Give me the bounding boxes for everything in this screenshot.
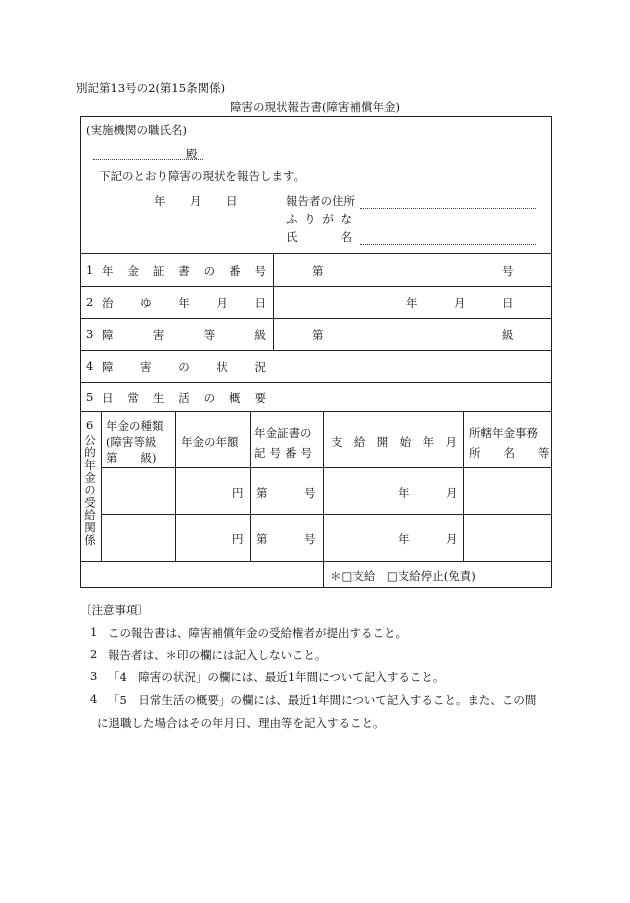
- row-b-year: 年: [398, 532, 410, 546]
- row1-label: 年 金 証 書 の 番 号: [102, 264, 266, 278]
- form-frame: [80, 116, 552, 588]
- row2-number: 2: [86, 295, 94, 309]
- row-b-yen: 円: [232, 532, 244, 546]
- addressee-suffix: 殿: [186, 147, 198, 161]
- header-pension-type: 年金の種類 (障害等級 第 級): [106, 419, 164, 465]
- row5-number: 5: [86, 390, 94, 404]
- row1-dai: 第: [312, 264, 324, 278]
- note-2-number: 2: [90, 647, 98, 661]
- date-day: 日: [226, 194, 238, 208]
- row3-number: 3: [86, 327, 94, 341]
- note-4-continuation: に退職した場合はその年月日、理由等を記入すること。: [97, 716, 385, 730]
- date-month: 月: [190, 194, 202, 208]
- header-cert-number: 年金証書の 記号番号: [254, 426, 316, 460]
- header-pension-amount: 年金の年額: [181, 435, 239, 449]
- header-payment-start: 支 給 開 始 年 月: [331, 435, 457, 449]
- row-b-dai: 第: [256, 532, 268, 546]
- note-2-text: 報告者は、＊印の欄には記入しないこと。: [108, 648, 327, 662]
- row1-number: 1: [86, 263, 94, 277]
- name-label: 氏 名: [286, 230, 352, 244]
- row5-label: 日 常 生 活 の 概 要: [102, 391, 266, 405]
- note-3-number: 3: [90, 669, 98, 683]
- row-a-month: 月: [446, 486, 458, 500]
- reporter-address-line[interactable]: [360, 208, 536, 209]
- date-year: 年: [154, 194, 166, 208]
- furigana-label: ふ り が な: [286, 212, 352, 226]
- row4-label: 障 害 の 状 況: [102, 360, 266, 374]
- row-a-year: 年: [398, 486, 410, 500]
- row-b-month: 月: [446, 532, 458, 546]
- row2-year: 年: [406, 296, 418, 310]
- row-a-dai: 第: [256, 486, 268, 500]
- note-3-text: 「4 障害の状況」の欄には、最近1年間について記入すること。: [108, 670, 445, 684]
- reporter-address-label: 報告者の住所: [286, 194, 355, 208]
- note-1-number: 1: [90, 625, 98, 639]
- form-reference: 別記第13号の2(第15条関係): [76, 81, 226, 95]
- row-a-yen: 円: [232, 486, 244, 500]
- note-1-text: この報告書は、障害補償年金の受給権者が提出すること。: [108, 626, 407, 640]
- row3-kyu: 級: [502, 328, 514, 342]
- pension-side-label: 公的年金の受給関係: [83, 434, 97, 547]
- note-4-number: 4: [90, 692, 98, 706]
- row6-number: 6: [86, 418, 94, 432]
- agency-label: (実施機関の職氏名): [86, 123, 187, 137]
- row1-gou: 号: [502, 264, 514, 278]
- row2-day: 日: [502, 296, 514, 310]
- header-pension-office: 所轄年金事務 所 名 等: [469, 426, 550, 460]
- row2-month: 月: [454, 296, 466, 310]
- notes-heading: 〔注意事項〕: [80, 603, 149, 617]
- row4-number: 4: [86, 359, 94, 373]
- row-a-gou: 号: [304, 486, 316, 500]
- row2-label: 治 ゆ 年 月 日: [102, 296, 266, 310]
- reporter-name-line[interactable]: [360, 244, 536, 245]
- row-b-gou: 号: [304, 532, 316, 546]
- statement-text: 下記のとおり障害の現状を報告します。: [99, 169, 306, 183]
- note-4-text: 「5 日常生活の概要」の欄には、最近1年間について記入すること。また、この間: [108, 693, 537, 707]
- document-title: 障害の現状報告書(障害補償年金): [230, 100, 400, 114]
- payment-status-checkboxes[interactable]: ＊□支給 □支給停止(免責): [330, 569, 476, 583]
- row3-label: 障 害 等 級: [102, 328, 266, 342]
- row3-dai: 第: [312, 328, 324, 342]
